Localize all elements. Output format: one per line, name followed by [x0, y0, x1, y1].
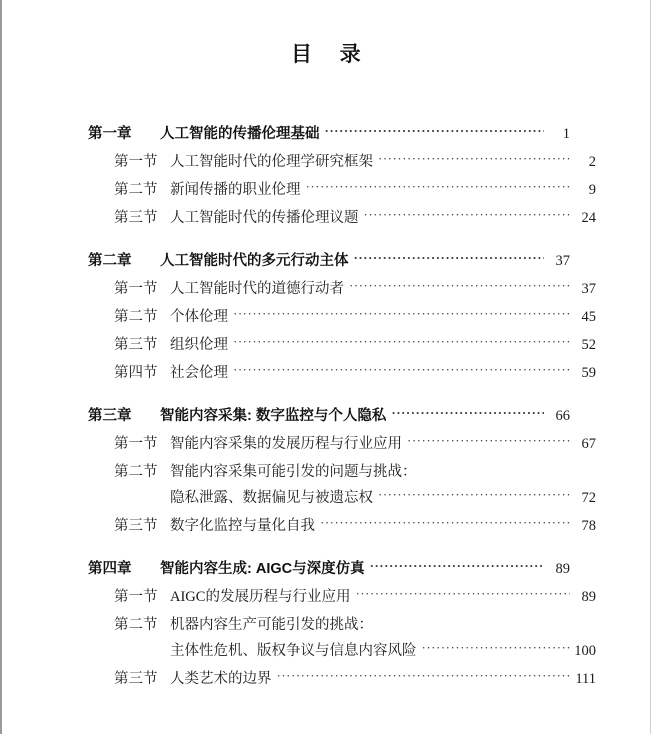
chapter-label: 第二章	[88, 253, 132, 269]
toc-section-entry[interactable]	[88, 206, 596, 227]
dot-leader	[355, 587, 570, 602]
dot-leader	[422, 641, 571, 656]
dot-leader	[364, 208, 571, 223]
toc-section-entry[interactable]	[88, 667, 596, 688]
chapter-title: 智能内容生成: AIGC与深度仿真	[160, 561, 365, 577]
dot-leader	[391, 406, 544, 421]
toc-section-entry[interactable]	[88, 277, 596, 298]
dot-leader	[277, 669, 571, 684]
dot-leader	[325, 124, 545, 139]
chapter-title: 人工智能时代的多元行动主体	[160, 253, 349, 269]
chapter-title: 人工智能的传播伦理基础	[160, 126, 320, 142]
toc-section-entry[interactable]	[88, 361, 596, 382]
dot-leader	[378, 488, 570, 503]
section-label: 第三节	[114, 518, 158, 534]
section-title: 智能内容采集可能引发的问题与挑战：	[170, 464, 417, 480]
page-number: 89	[581, 589, 596, 605]
toc-list	[88, 122, 596, 688]
dot-leader	[233, 307, 570, 322]
toc-section-entry[interactable]	[88, 460, 596, 481]
section-title: 个体伦理	[170, 309, 228, 325]
section-label: 第二节	[114, 182, 158, 198]
section-title: 隐私泄露、数据偏见与被遗忘权	[170, 490, 373, 506]
page-number: 89	[555, 561, 570, 577]
toc-section-entry[interactable]	[88, 150, 596, 171]
dot-leader	[354, 251, 545, 266]
toc-chapter-entry[interactable]	[88, 404, 570, 425]
page-title: 目 录	[290, 43, 365, 66]
page-number: 78	[581, 518, 596, 534]
toc-entry-continuation-line[interactable]	[88, 639, 596, 660]
toc-chapter-entry[interactable]	[88, 249, 570, 270]
toc-section-entry[interactable]	[88, 613, 596, 634]
toc-entry-continuation-line[interactable]	[88, 486, 596, 507]
page-number: 45	[581, 309, 596, 325]
toc-chapter-entry[interactable]	[88, 122, 570, 143]
dot-leader	[349, 279, 570, 294]
section-label: 第一节	[114, 154, 158, 170]
section-title: 人工智能时代的伦理学研究框架	[170, 154, 373, 170]
section-title: 社会伦理	[170, 365, 228, 381]
page-number: 59	[581, 365, 596, 381]
section-title: 主体性危机、版权争议与信息内容风险	[170, 643, 417, 659]
dot-leader	[306, 180, 571, 195]
section-title: 新闻传播的职业伦理	[170, 182, 301, 198]
chapter-label: 第四章	[88, 561, 132, 577]
page-number: 37	[581, 281, 596, 297]
chapter-label: 第一章	[88, 126, 132, 142]
dot-leader	[233, 363, 570, 378]
section-label: 第二节	[114, 309, 158, 325]
page-number: 37	[555, 253, 570, 269]
page-number: 52	[581, 337, 596, 353]
page-number: 2	[588, 154, 596, 170]
toc-section-entry[interactable]	[88, 333, 596, 354]
toc-section-entry[interactable]	[88, 514, 596, 535]
page-number: 9	[588, 182, 596, 198]
section-label: 第四节	[114, 365, 158, 381]
page-number: 24	[581, 210, 596, 226]
dot-leader	[378, 152, 570, 167]
toc-section-entry[interactable]	[88, 432, 596, 453]
section-label: 第一节	[114, 589, 158, 605]
section-title: 人工智能时代的传播伦理议题	[170, 210, 359, 226]
section-title: 机器内容生产可能引发的挑战：	[170, 617, 373, 633]
page-number: 1	[562, 126, 570, 142]
toc-section-entry[interactable]	[88, 305, 596, 326]
toc-section-entry[interactable]	[88, 178, 596, 199]
section-title: 智能内容采集的发展历程与行业应用	[170, 436, 402, 452]
page-number: 67	[581, 436, 596, 452]
section-label: 第三节	[114, 671, 158, 687]
section-label: 第三节	[114, 337, 158, 353]
dot-leader	[407, 434, 570, 449]
section-label: 第一节	[114, 436, 158, 452]
section-title: AIGC的发展历程与行业应用	[170, 589, 351, 605]
page-number: 100	[574, 643, 596, 659]
section-title: 数字化监控与量化自我	[170, 518, 315, 534]
dot-leader	[370, 559, 544, 574]
section-label: 第二节	[114, 617, 158, 633]
section-label: 第一节	[114, 281, 158, 297]
chapter-label: 第三章	[88, 408, 132, 424]
page-number: 66	[555, 408, 570, 424]
section-title: 组织伦理	[170, 337, 228, 353]
page-number: 111	[575, 671, 596, 687]
page-number: 72	[581, 490, 596, 506]
section-title: 人类艺术的边界	[170, 671, 272, 687]
section-label: 第二节	[114, 464, 158, 480]
toc-section-entry[interactable]	[88, 585, 596, 606]
section-title: 人工智能时代的道德行动者	[170, 281, 344, 297]
dot-leader	[320, 516, 570, 531]
section-label: 第三节	[114, 210, 158, 226]
dot-leader	[233, 335, 570, 350]
chapter-title: 智能内容采集: 数字监控与个人隐私	[160, 408, 387, 424]
toc-chapter-entry[interactable]	[88, 557, 570, 578]
